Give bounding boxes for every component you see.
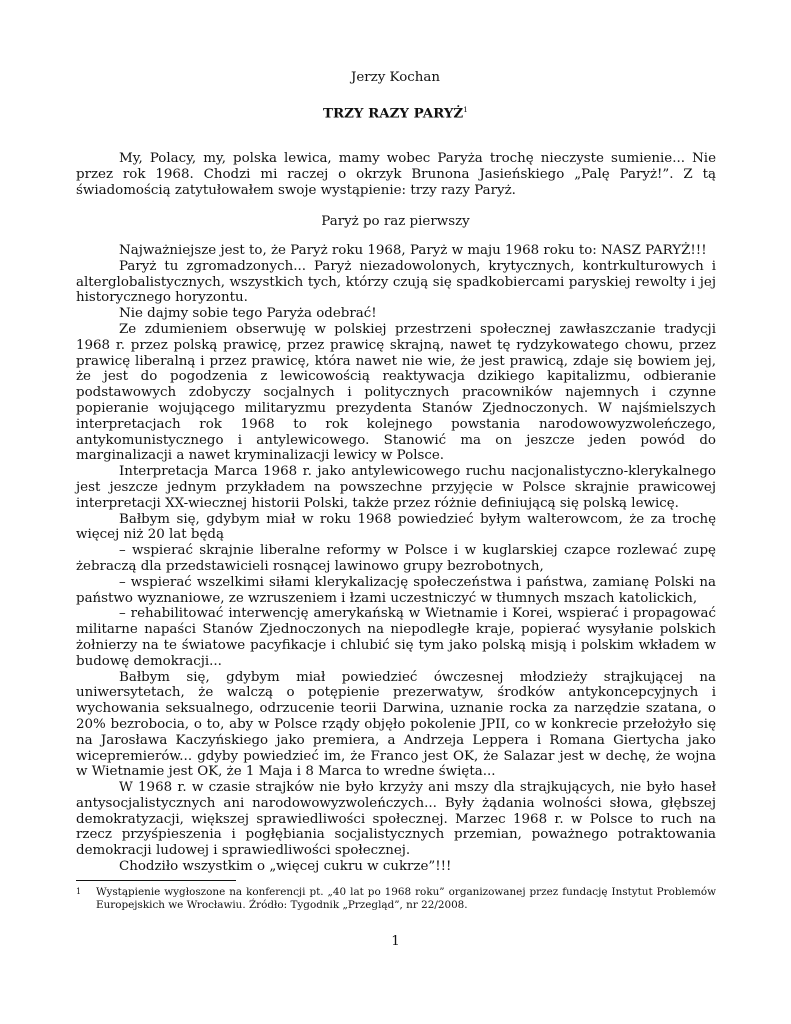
footnote-text: Wystąpienie wygłoszone na konferencji pt. „40 lat po 1968 roku” organizowanej przez fundację Instytut Problemów Europejskich we Wrocławiu. Źródło: Tygodnik „Przegląd”, nr 22/2008. (96, 886, 716, 911)
body-text (76, 243, 716, 875)
footnote-number: 1 (76, 887, 82, 896)
paragraph: Chodziło wszystkim o „więcej cukru w cukrze”!!! (119, 859, 452, 875)
title-text: TRZY RAZY PARYŻ (323, 105, 464, 122)
paragraph: Bałbym się, gdybym miał w roku 1968 powiedzieć byłym walterowcom, że za trochę więcej niż 20 lat będą (76, 511, 716, 543)
section-heading: Paryż po raz pierwszy (321, 214, 470, 229)
document-title (0, 105, 791, 121)
title-footnote-mark: 1 (463, 105, 468, 114)
paragraph: W 1968 r. w czasie strajków nie było krzyży ani mszy dla strajkujących, nie było haseł antysocjalistycznych ani narodowowyzwoleńczych... Były żądania wolności słowa, głębszej demokratyzacji, większej sprawiedliwości społecznej. Marzec 1968 r. w Polsce to ruch na rzecz przyśpieszenia i pogłębiania socjalistycznych przemian, poważnego potraktowania demokracji ludowej i sprawiedliwości społecznej. (76, 780, 716, 859)
author-name: Jerzy Kochan (350, 70, 440, 85)
paragraph: Nie dajmy sobie tego Paryża odebrać! (119, 306, 377, 322)
page-number: 1 (391, 934, 400, 949)
list-item: – rehabilitować interwencję amerykańską w Wietnamie i Korei, wspierać i propagować militarne napaści Stanów Zjednoczonych na niepodległe kraje, popierać wysyłanie polskich żołnierzy na te światowe pacyfikacje i chlubić się tym jako polską misją i polskim wkładem w budowę demokracji... (76, 606, 716, 669)
footnote (76, 886, 716, 912)
list-item: – wspierać wszelkimi siłami klerykalizację społeczeństwa i państwa, zamianę Polski na państwo wyznaniowe, ze wzruszeniem i łzami uczestniczyć w tłumnych mszach katolickich, (76, 574, 716, 606)
paragraph: Bałbym się, gdybym miał powiedzieć ówczesnej młodzieży strajkującej na uniwersytetach, że walczą o potępienie prezerwatyw, środków antykoncepcyjnych i wychowania seksualnego, odrzucenie teorii Darwina, uznanie rocka za narzędzie szatana, o 20% bezrobocia, o to, aby w Polsce rządy objęło pokolenie JPII, co w konkrecie przełożyło się na Jarosława Kaczyńskiego jako premiera, a Andrzeja Leppera i Romana Giertycha jako wicepremierów... gdyby powiedzieć im, że Franco jest OK, że Salazar jest w dechę, że wojna w Wietnamie jest OK, że 1 Maja i 8 Marca to wredne święta... (76, 669, 716, 780)
intro-paragraph: My, Polacy, my, polska lewica, mamy wobec Paryża trochę nieczyste sumienie... Nie przez rok 1968. Chodzi mi raczej o okrzyk Brunona Jasieńskiego „Palę Paryż!”. Z tą świadomością zatytułowałem swoje wystąpienie: trzy razy Paryż. (76, 151, 716, 198)
intro-block (76, 151, 716, 198)
paragraph: Ze zdumieniem obserwuję w polskiej przestrzeni społecznej zawłaszczanie tradycji 1968 r. przez polską prawicę, przez prawicę skrajną, nawet tę rydzykowatego chowu, przez prawicę liberalną i przez prawicę, która nawet nie wie, że jest prawicą, zdaje się bowiem jej, że jest do pogodzenia z lewicowością reaktywacja dzikiego kapitalizmu, odbieranie podstawowych zdobyczy socjalnych i politycznych pracowników najemnych i czynne popieranie wojującego militaryzmu prezydenta Stanów Zjednoczonych. W najśmielszych interpretacjach rok 1968 to rok kolejnego powstania narodowowyzwoleńczego, antykomunistycznego i antylewicowego. Stanowić ma on jeszcze jeden powód do marginalizacji a nawet kryminalizacji lewicy w Polsce. (76, 321, 716, 464)
paragraph: Najważniejsze jest to, że Paryż roku 1968, Paryż w maju 1968 roku to: NASZ PARYŻ!!! (119, 243, 707, 258)
footnote-separator (76, 880, 236, 881)
paragraph: Interpretacja Marca 1968 r. jako antylewicowego ruchu nacjonalistyczno-klerykalnego jest jeszcze jednym przykładem na powszechne przyjęcie w Polsce skrajnie prawicowej interpretacji XX-wiecznej historii Polski, także przez różnie definiującą się polską lewicę. (76, 464, 716, 511)
list-item: – wspierać skrajnie liberalne reformy w Polsce i w kuglarskiej czapce rozlewać zupę żebraczą dla przedstawicieli rosnącej lawinowo grupy bezrobotnych, (76, 543, 716, 574)
paragraph: Paryż tu zgromadzonych... Paryż niezadowolonych, krytycznych, kontrkulturowych i alterglobalistycznych, wszystkich tych, którzy czują się spadkobiercami paryskiej rewolty i jej historycznego horyzontu. (76, 258, 716, 306)
